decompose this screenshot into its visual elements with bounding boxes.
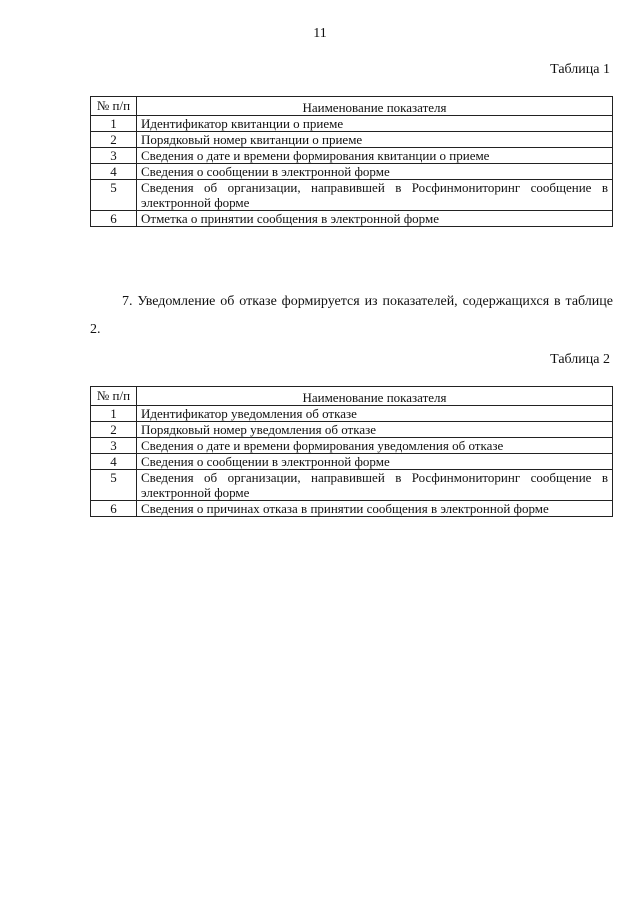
table-header-row (91, 97, 613, 116)
table-2 (90, 386, 613, 517)
paragraph-text: 7. Уведомление об отказе формируется из показателей, содержащихся в таблице 2. (90, 294, 613, 337)
table-1 (90, 96, 613, 227)
row-name: Порядковый номер квитанции о приеме (137, 132, 613, 148)
row-name: Сведения об организации, направившей в Росфинмониторинг сообщение в электронной форме (137, 470, 613, 501)
row-number: 3 (91, 148, 137, 164)
table-row (91, 164, 613, 180)
row-name: Сведения о причинах отказа в принятии сообщения в электронной форме (137, 501, 613, 517)
table-row (91, 132, 613, 148)
row-number: 3 (91, 438, 137, 454)
table-row (91, 501, 613, 517)
row-number: 5 (91, 180, 137, 211)
row-name: Сведения об организации, направившей в Росфинмониторинг сообщение в электронной форме (137, 180, 613, 211)
row-number: 4 (91, 454, 137, 470)
row-name: Идентификатор уведомления об отказе (137, 406, 613, 422)
table-row (91, 211, 613, 227)
row-name: Отметка о принятии сообщения в электронной форме (137, 211, 613, 227)
body-paragraph (90, 288, 613, 344)
row-number: 5 (91, 470, 137, 501)
row-number: 2 (91, 422, 137, 438)
row-name: Сведения о сообщении в электронной форме (137, 164, 613, 180)
table-row (91, 148, 613, 164)
row-name: Порядковый номер уведомления об отказе (137, 422, 613, 438)
table-row (91, 470, 613, 501)
table-row (91, 406, 613, 422)
table-row (91, 438, 613, 454)
row-name: Сведения о дате и времени формирования квитанции о приеме (137, 148, 613, 164)
table-row (91, 116, 613, 132)
table-2-caption: Таблица 2 (550, 352, 610, 367)
page-number: 11 (313, 26, 327, 41)
table-header-row (91, 387, 613, 406)
header-number-cell: № п/п (91, 97, 137, 116)
row-name: Сведения о сообщении в электронной форме (137, 454, 613, 470)
row-number: 1 (91, 116, 137, 132)
header-name-cell: Наименование показателя (137, 387, 613, 406)
row-number: 2 (91, 132, 137, 148)
table-row (91, 180, 613, 211)
table-row (91, 422, 613, 438)
row-number: 6 (91, 501, 137, 517)
header-number-cell: № п/п (91, 387, 137, 406)
header-name-cell: Наименование показателя (137, 97, 613, 116)
table-1-caption: Таблица 1 (550, 62, 610, 77)
table-row (91, 454, 613, 470)
row-number: 6 (91, 211, 137, 227)
row-name: Идентификатор квитанции о приеме (137, 116, 613, 132)
row-number: 1 (91, 406, 137, 422)
row-name: Сведения о дате и времени формирования уведомления об отказе (137, 438, 613, 454)
row-number: 4 (91, 164, 137, 180)
